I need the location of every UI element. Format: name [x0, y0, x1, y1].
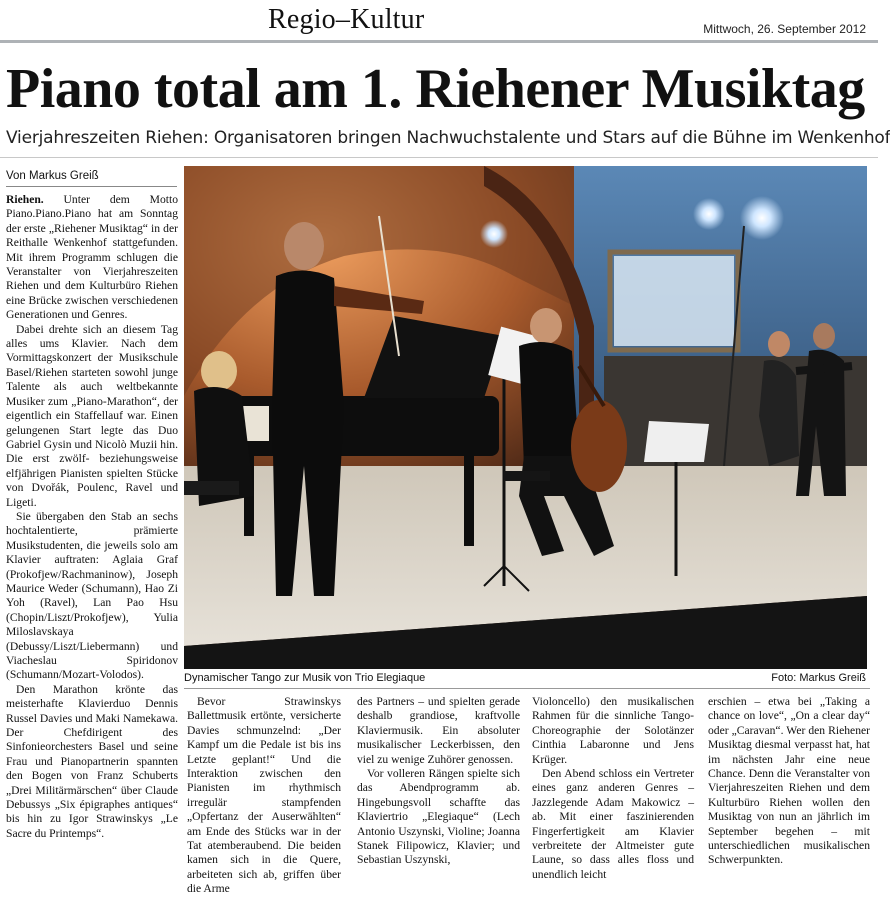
article-column-5	[708, 695, 870, 878]
spotlight-icon	[740, 196, 784, 240]
paragraph: Sie übergaben den Stab an sechs hochtalentierte, prämierte Musikstudenten, die jeweils solo am Klavier auftraten: Aglaia Graf (Prokofjew/Rachmaninow), Joseph Maurice Weder (Schumann), Hao Zi Yoh (Ravel), Lan Pao Hsu (Chopin/Liszt/Prokofjew), Yulia Miloslavskaya (Debussy/Liszt/Liebermann) und Viacheslau Spiridonov (Schumann/Mozart-Volodos).	[6, 509, 178, 682]
caption-rule	[184, 688, 870, 689]
article-column-1	[6, 193, 178, 878]
header-rule	[0, 40, 878, 43]
paragraph	[6, 193, 178, 323]
cellist-stool	[504, 471, 550, 481]
article-column-4	[532, 695, 694, 881]
paragraph: Bevor Strawinskys Ballettmusik ertönte, versicherte Davies schmunzelnd: „Der Kampf um die Pedale ist bis ins Letzte geplant!“ Und die Interaktion zwischen den Pianisten im rhythmisch irregulär stampfenden „Opfertanz der Auserwählten“ am Ende des Stücks war in der Tat atemberaubend. Die beiden kamen sich in die Quere, arbeiteten sich ab, griffen über die Arme	[187, 695, 341, 896]
concert-photo	[184, 166, 867, 669]
paragraph: Violoncello) den musikalischen Rahmen für die sinnliche Tango-Choreographie der Solotänzer Cinthia Labaronne und Jens Krüger.	[532, 695, 694, 766]
stage-illustration	[184, 166, 867, 669]
sheet-music	[644, 421, 709, 462]
spotlight-icon	[480, 220, 508, 248]
cellist-head	[530, 308, 562, 344]
window	[614, 256, 734, 346]
cello	[571, 400, 627, 492]
dateline: Riehen.	[6, 193, 44, 206]
paragraph: Den Marathon krönte das meisterhafte Klavierduo Dennis Russel Davies und Maki Namekawa. Der Chefdirigent des Sinfonieorchesters Basel und seine Frau und Pianopartnerin spannten den Bogen von Franz Schuberts „Drei Militärmärschen“ über Claude Debussys „Six épigraphes antiques“ bis hin zu Igor Strawinskys „Le Sacre du Printemps“.	[6, 682, 178, 840]
subheadline: Vierjahreszeiten Riehen: Organisatoren bringen Nachwuchstalente und Stars auf die Bühne im Wenkenhof	[6, 128, 890, 148]
byline-rule	[6, 186, 177, 187]
paragraph: Dabei drehte sich an diesem Tag alles ums Klavier. Nach dem Vormittagskonzert der Musikschule Basel/Riehen starteten sowohl junge Talente als auch weltbekannte Musiker zum „Piano-Marathon“, der eigentlich ein Staffellauf war. Einen gelungenen Start legte das Duo Gabriel Gysin und Nicolò Muzii hin. Die erst zwölf- beziehungsweise elfjährigen Pianisten spielten Stücke von Dvořák, Poulenc, Ravel und Ligeti.	[6, 322, 178, 509]
photo-credit: Foto: Markus Greiß	[771, 672, 866, 684]
paragraph: des Partners – und spielten gerade deshalb grandiose, kraftvolle Klaviermusik. Ein absoluter musikalischer Leckerbissen, den viel zu wenige Zuhörer genossen.	[357, 695, 520, 766]
headline: Piano total am 1. Riehener Musiktag	[6, 58, 865, 120]
paragraph: Den Abend schloss ein Vertreter eines ganz anderen Genres – Jazzlegende Adam Makowicz – ab. Mit einer faszinierenden Fingerfertigkeit am Klavier verbreitete der Altmeister gute Laune, so dass alles floss und unendlich leicht	[532, 767, 694, 881]
photo-caption: Dynamischer Tango zur Musik von Trio Elegiaque	[184, 672, 426, 684]
dancer-head	[768, 331, 790, 357]
subhead-rule	[0, 157, 878, 158]
paragraph: erschien – etwa bei „Taking a chance on love“, „On a clear day“ oder „Caravan“. Wer den Riehener Musiktag diesmal verpasst hat, hat im nächsten Jahr eine neue Chance. Denn die Veranstalter von Vierjahreszeiten Riehen und dem Kulturbüro Riehen wollen den Musiktag von nun an jährlich im September begehen – mit unterschiedlichen musikalischen Schwerpunkten.	[708, 695, 870, 867]
byline: Von Markus Greiß	[6, 170, 99, 182]
pianist-head	[201, 351, 237, 391]
grand-piano	[229, 396, 499, 456]
spotlight-icon	[693, 198, 725, 230]
dancer-arms	[796, 366, 852, 371]
dancer-head	[813, 323, 835, 349]
article-column-2	[187, 695, 341, 896]
issue-date: Mittwoch, 26. September 2012	[703, 22, 866, 36]
section-title: Regio–Kultur	[268, 4, 425, 35]
piano-bench	[184, 481, 239, 495]
article-column-3	[357, 695, 520, 878]
cellist	[519, 342, 579, 466]
paragraph-text: Unter dem Motto Piano.Piano.Piano hat am Sonntag der erste „Riehener Musiktag“ in der Reithalle Wenkenhof stattgefunden. Mit ihrem Programm schlugen die Veranstalter von Vierjahreszeiten Riehen und dem Kulturbüro Riehen eine Brücke zwischen verschiedenen Generationen und Genres.	[6, 193, 178, 322]
paragraph: Vor volleren Rängen spielte sich das Abendprogramm ab. Hingebungsvoll schaffte das Klaviertrio „Elegiaque“ (Lech Antonio Uszynski, Violine; Joanna Stanek Filipowicz, Klavier; und Sebastian Uszynski,	[357, 767, 520, 867]
piano-leg	[464, 456, 474, 546]
violinist-head	[284, 222, 324, 270]
